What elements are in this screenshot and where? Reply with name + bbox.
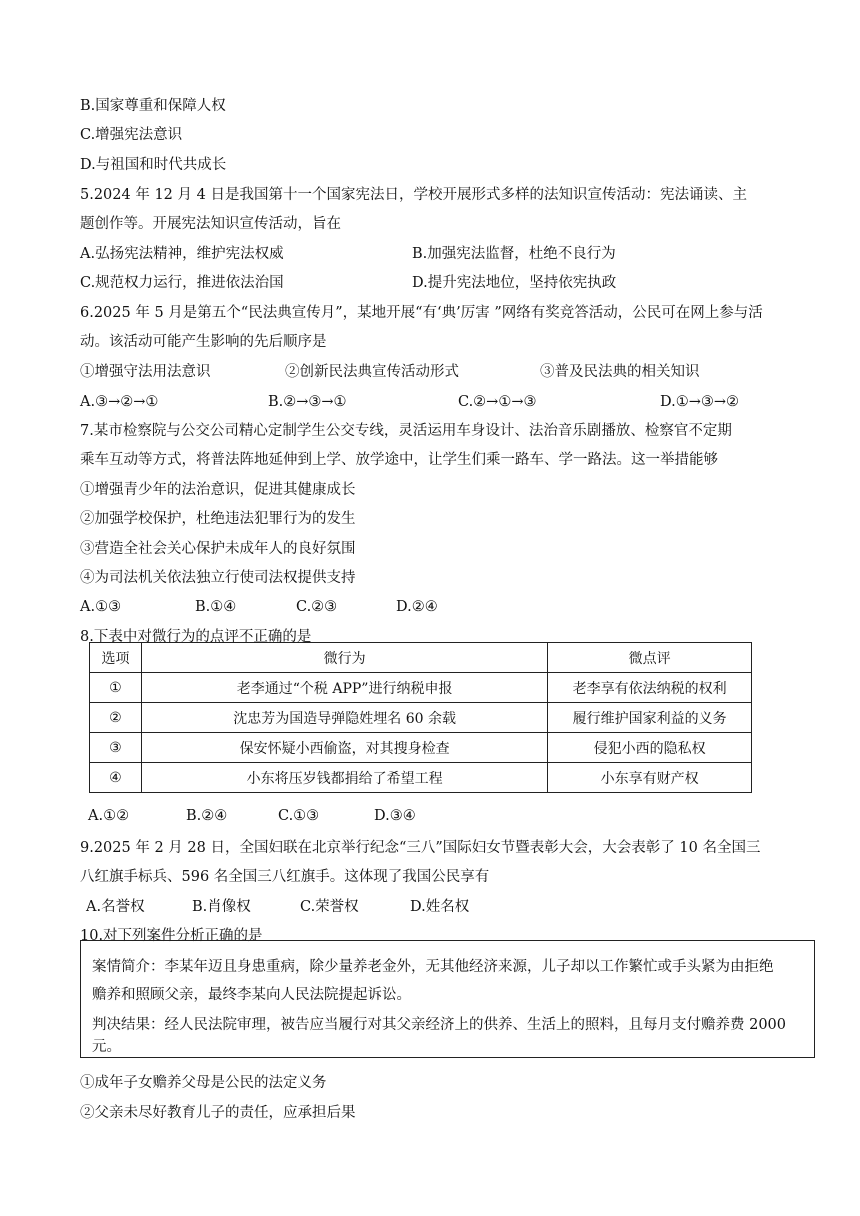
q8-option-a: A.①② <box>88 808 130 824</box>
q7-item-3: ③营造全社会关心保护未成年人的良好氛围 <box>80 541 356 557</box>
q5-stem-line2: 题创作等。开展宪法知识宣传活动，旨在 <box>80 216 341 232</box>
q5-option-a: A.弘扬宪法精神，维护宪法权威 <box>80 246 284 262</box>
q7-stem-line1: 7.某市检察院与公交公司精心定制学生公交专线，灵活运用车身设计、法治音乐剧播放、检察官不定期 <box>80 423 732 439</box>
table-cell: 沈忠芳为国造导弹隐姓埋名 60 余载 <box>141 703 547 733</box>
table-cell: ② <box>90 703 142 733</box>
q10-case-line1: 案情简介：李某年迈且身患重病，除少量养老金外，无其他经济来源，儿子却以工作繁忙或手头紧为由拒绝 <box>92 959 774 975</box>
q10-item-2: ②父亲未尽好教育儿子的责任，应承担后果 <box>80 1105 356 1121</box>
table-cell: 侵犯小西的隐私权 <box>548 733 752 763</box>
q9-option-d: D.姓名权 <box>410 899 470 915</box>
q9-stem-line1: 9.2025 年 2 月 28 日，全国妇联在北京举行纪念“三八”国际妇女节暨表彰大会，大会表彰了 10 名全国三 <box>80 840 761 856</box>
q4-option-d: D.与祖国和时代共成长 <box>80 157 227 173</box>
q8-header-behavior: 微行为 <box>141 643 547 673</box>
q8-header-option: 选项 <box>90 643 142 673</box>
q5-option-c: C.规范权力运行，推进依法治国 <box>80 275 284 291</box>
q9-option-b: B.肖像权 <box>192 899 251 915</box>
q7-option-d: D.②④ <box>396 599 438 615</box>
q7-option-b: B.①④ <box>195 599 237 615</box>
q6-option-b: B.②→③→① <box>268 394 347 410</box>
table-cell: 保安怀疑小西偷盗，对其搜身检查 <box>141 733 547 763</box>
q8-table-header <box>90 643 752 673</box>
q8-stem: 8.下表中对微行为的点评不正确的是 <box>80 629 312 645</box>
q7-item-4: ④为司法机关依法独立行使司法权提供支持 <box>80 570 356 586</box>
q10-item-1: ①成年子女赡养父母是公民的法定义务 <box>80 1075 327 1091</box>
table-cell: 履行维护国家利益的义务 <box>548 703 752 733</box>
q8-option-b: B.②④ <box>186 808 228 824</box>
q5-option-b: B.加强宪法监督，杜绝不良行为 <box>412 246 616 262</box>
table-row <box>90 733 752 763</box>
q7-item-1: ①增强青少年的法治意识，促进其健康成长 <box>80 482 356 498</box>
q6-stem-line1: 6.2025 年 5 月是第五个“民法典宣传月”，某地开展“有‘典’厉害 ”网络有奖竞答活动，公民可在网上参与活 <box>80 305 763 321</box>
q10-case-line3: 判决结果：经人民法院审理，被告应当履行对其父亲经济上的供养、生活上的照料，且每月支付赡养费 2000 <box>92 1017 787 1033</box>
q9-option-c: C.荣誉权 <box>300 899 359 915</box>
q6-item-1: ①增强守法用法意识 <box>80 364 211 380</box>
table-cell: 老李享有依法纳税的权利 <box>548 673 752 703</box>
table-cell: 小东享有财产权 <box>548 763 752 793</box>
q7-option-a: A.①③ <box>80 599 122 615</box>
q8-table <box>89 642 752 793</box>
table-row <box>90 703 752 733</box>
q4-option-b: B.国家尊重和保障人权 <box>80 98 226 114</box>
q10-case-line4: 元。 <box>92 1039 121 1055</box>
q7-option-c: C.②③ <box>296 599 338 615</box>
q7-item-2: ②加强学校保护，杜绝违法犯罪行为的发生 <box>80 511 356 527</box>
q4-option-c: C.增强宪法意识 <box>80 127 183 143</box>
q10-stem: 10.对下列案件分析正确的是 <box>80 928 263 944</box>
q6-option-c: C.②→①→③ <box>458 394 537 410</box>
q8-header-comment: 微点评 <box>548 643 752 673</box>
table-row <box>90 763 752 793</box>
table-cell: ① <box>90 673 142 703</box>
q8-option-c: C.①③ <box>278 808 320 824</box>
table-cell: 小东将压岁钱都捐给了希望工程 <box>141 763 547 793</box>
q6-option-d: D.①→③→② <box>660 394 740 410</box>
table-cell: 老李通过“个税 APP”进行纳税申报 <box>141 673 547 703</box>
table-cell: ④ <box>90 763 142 793</box>
q9-stem-line2: 八红旗手标兵、596 名全国三八红旗手。这体现了我国公民享有 <box>80 869 490 885</box>
q5-stem-line1: 5.2024 年 12 月 4 日是我国第十一个国家宪法日，学校开展形式多样的法知识宣传活动：宪法诵读、主 <box>80 187 747 203</box>
table-row <box>90 673 752 703</box>
q5-option-d: D.提升宪法地位，坚持依宪执政 <box>412 275 617 291</box>
q6-item-3: ③普及民法典的相关知识 <box>540 364 700 380</box>
q9-option-a: A.名誉权 <box>86 899 145 915</box>
q6-option-a: A.③→②→① <box>80 394 159 410</box>
q6-stem-line2: 动。该活动可能产生影响的先后顺序是 <box>80 334 327 350</box>
q8-option-d: D.③④ <box>374 808 416 824</box>
q10-case-box <box>80 940 815 1058</box>
q10-case-line2: 赡养和照顾父亲，最终李某向人民法院提起诉讼。 <box>92 987 411 1003</box>
q7-stem-line2: 乘车互动等方式，将普法阵地延伸到上学、放学途中，让学生们乘一路车、学一路法。这一举措能够 <box>80 452 718 468</box>
q6-item-2: ②创新民法典宣传活动形式 <box>285 364 459 380</box>
table-cell: ③ <box>90 733 142 763</box>
